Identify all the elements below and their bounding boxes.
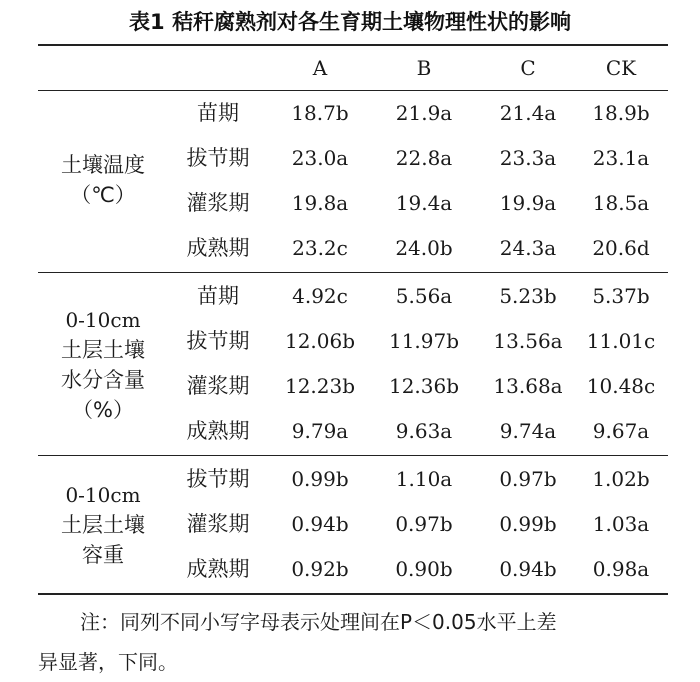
table-cell: 18.5a (592, 191, 650, 215)
group-label-line: 土层土壤 (61, 513, 145, 537)
table-cell: 0.90b (395, 557, 453, 581)
group-label-line: 土层土壤 (61, 338, 145, 362)
stage-label: 拔节期 (186, 146, 250, 170)
table-cell: 0.94b (291, 512, 349, 536)
group-label-line: （%） (72, 398, 134, 422)
table-cell: 11.01c (586, 329, 656, 353)
table-cell: 23.3a (499, 146, 557, 170)
table-cell: 0.97b (499, 467, 557, 491)
group-label-line: 0-10cm (65, 483, 141, 507)
column-header-b: B (416, 56, 432, 80)
stage-label: 灌浆期 (186, 512, 250, 536)
table-cell: 0.92b (291, 557, 349, 581)
table-cell: 12.36b (388, 374, 460, 398)
table-cell: 0.94b (499, 557, 557, 581)
group-rule (38, 272, 668, 273)
header-rule (38, 90, 668, 91)
stage-label: 成熟期 (186, 236, 250, 260)
stage-label: 拔节期 (186, 329, 250, 353)
table-cell: 13.56a (493, 329, 563, 353)
table-cell: 0.99b (291, 467, 349, 491)
table-cell: 1.03a (592, 512, 650, 536)
column-header-ck: CK (605, 56, 637, 80)
stage-label: 苗期 (197, 101, 239, 125)
table-bottom-rule (38, 593, 668, 595)
table-cell: 12.23b (284, 374, 356, 398)
table-cell: 19.9a (499, 191, 557, 215)
table-cell: 18.9b (592, 101, 650, 125)
column-header-c: C (520, 56, 536, 80)
table-top-rule (38, 44, 668, 46)
group-label (38, 305, 168, 425)
table-cell: 19.4a (395, 191, 453, 215)
table-footnote (38, 602, 678, 682)
table-cell: 5.37b (592, 284, 650, 308)
table-cell: 9.63a (395, 419, 453, 443)
table-cell: 22.8a (395, 146, 453, 170)
table-cell: 0.99b (499, 512, 557, 536)
group-label-line: 容重 (82, 543, 124, 567)
stage-label: 灌浆期 (186, 191, 250, 215)
table-cell: 24.0b (395, 236, 453, 260)
table-cell: 12.06b (284, 329, 356, 353)
group-label-line: （℃） (70, 183, 136, 207)
group-label (38, 480, 168, 570)
stage-label: 灌浆期 (186, 374, 250, 398)
group-rule (38, 455, 668, 456)
table-cell: 9.74a (499, 419, 557, 443)
table-cell: 23.2c (292, 236, 348, 260)
table-cell: 1.02b (592, 467, 650, 491)
group-label-line: 土壤温度 (61, 153, 145, 177)
stage-label: 成熟期 (186, 419, 250, 443)
table-cell: 11.97b (388, 329, 460, 353)
table-cell: 23.1a (592, 146, 650, 170)
stage-label: 苗期 (197, 284, 239, 308)
footnote-line: 注：同列不同小写字母表示处理间在P＜0.05水平上差 (80, 610, 557, 634)
table-cell: 10.48c (586, 374, 656, 398)
table-cell: 4.92c (292, 284, 348, 308)
table-cell: 21.9a (395, 101, 453, 125)
footnote-line: 异显著，下同。 (38, 650, 178, 674)
stage-label: 拔节期 (186, 467, 250, 491)
table-cell: 13.68a (493, 374, 563, 398)
table-cell: 5.56a (395, 284, 453, 308)
table-caption: 表1 秸秆腐熟剂对各生育期土壤物理性状的影响 (129, 10, 571, 34)
table-cell: 0.97b (395, 512, 453, 536)
group-label-line: 水分含量 (61, 368, 145, 392)
table-cell: 0.98a (592, 557, 650, 581)
group-label-line: 0-10cm (65, 308, 141, 332)
group-label (38, 150, 168, 210)
table-cell: 21.4a (499, 101, 557, 125)
column-header-a: A (312, 56, 328, 80)
table-cell: 9.67a (592, 419, 650, 443)
table-cell: 18.7b (291, 101, 349, 125)
table-cell: 20.6d (592, 236, 650, 260)
stage-label: 成熟期 (186, 557, 250, 581)
table-cell: 9.79a (291, 419, 349, 443)
table-cell: 24.3a (499, 236, 557, 260)
table-cell: 23.0a (291, 146, 349, 170)
table-cell: 1.10a (395, 467, 453, 491)
table-cell: 19.8a (291, 191, 349, 215)
table-cell: 5.23b (499, 284, 557, 308)
